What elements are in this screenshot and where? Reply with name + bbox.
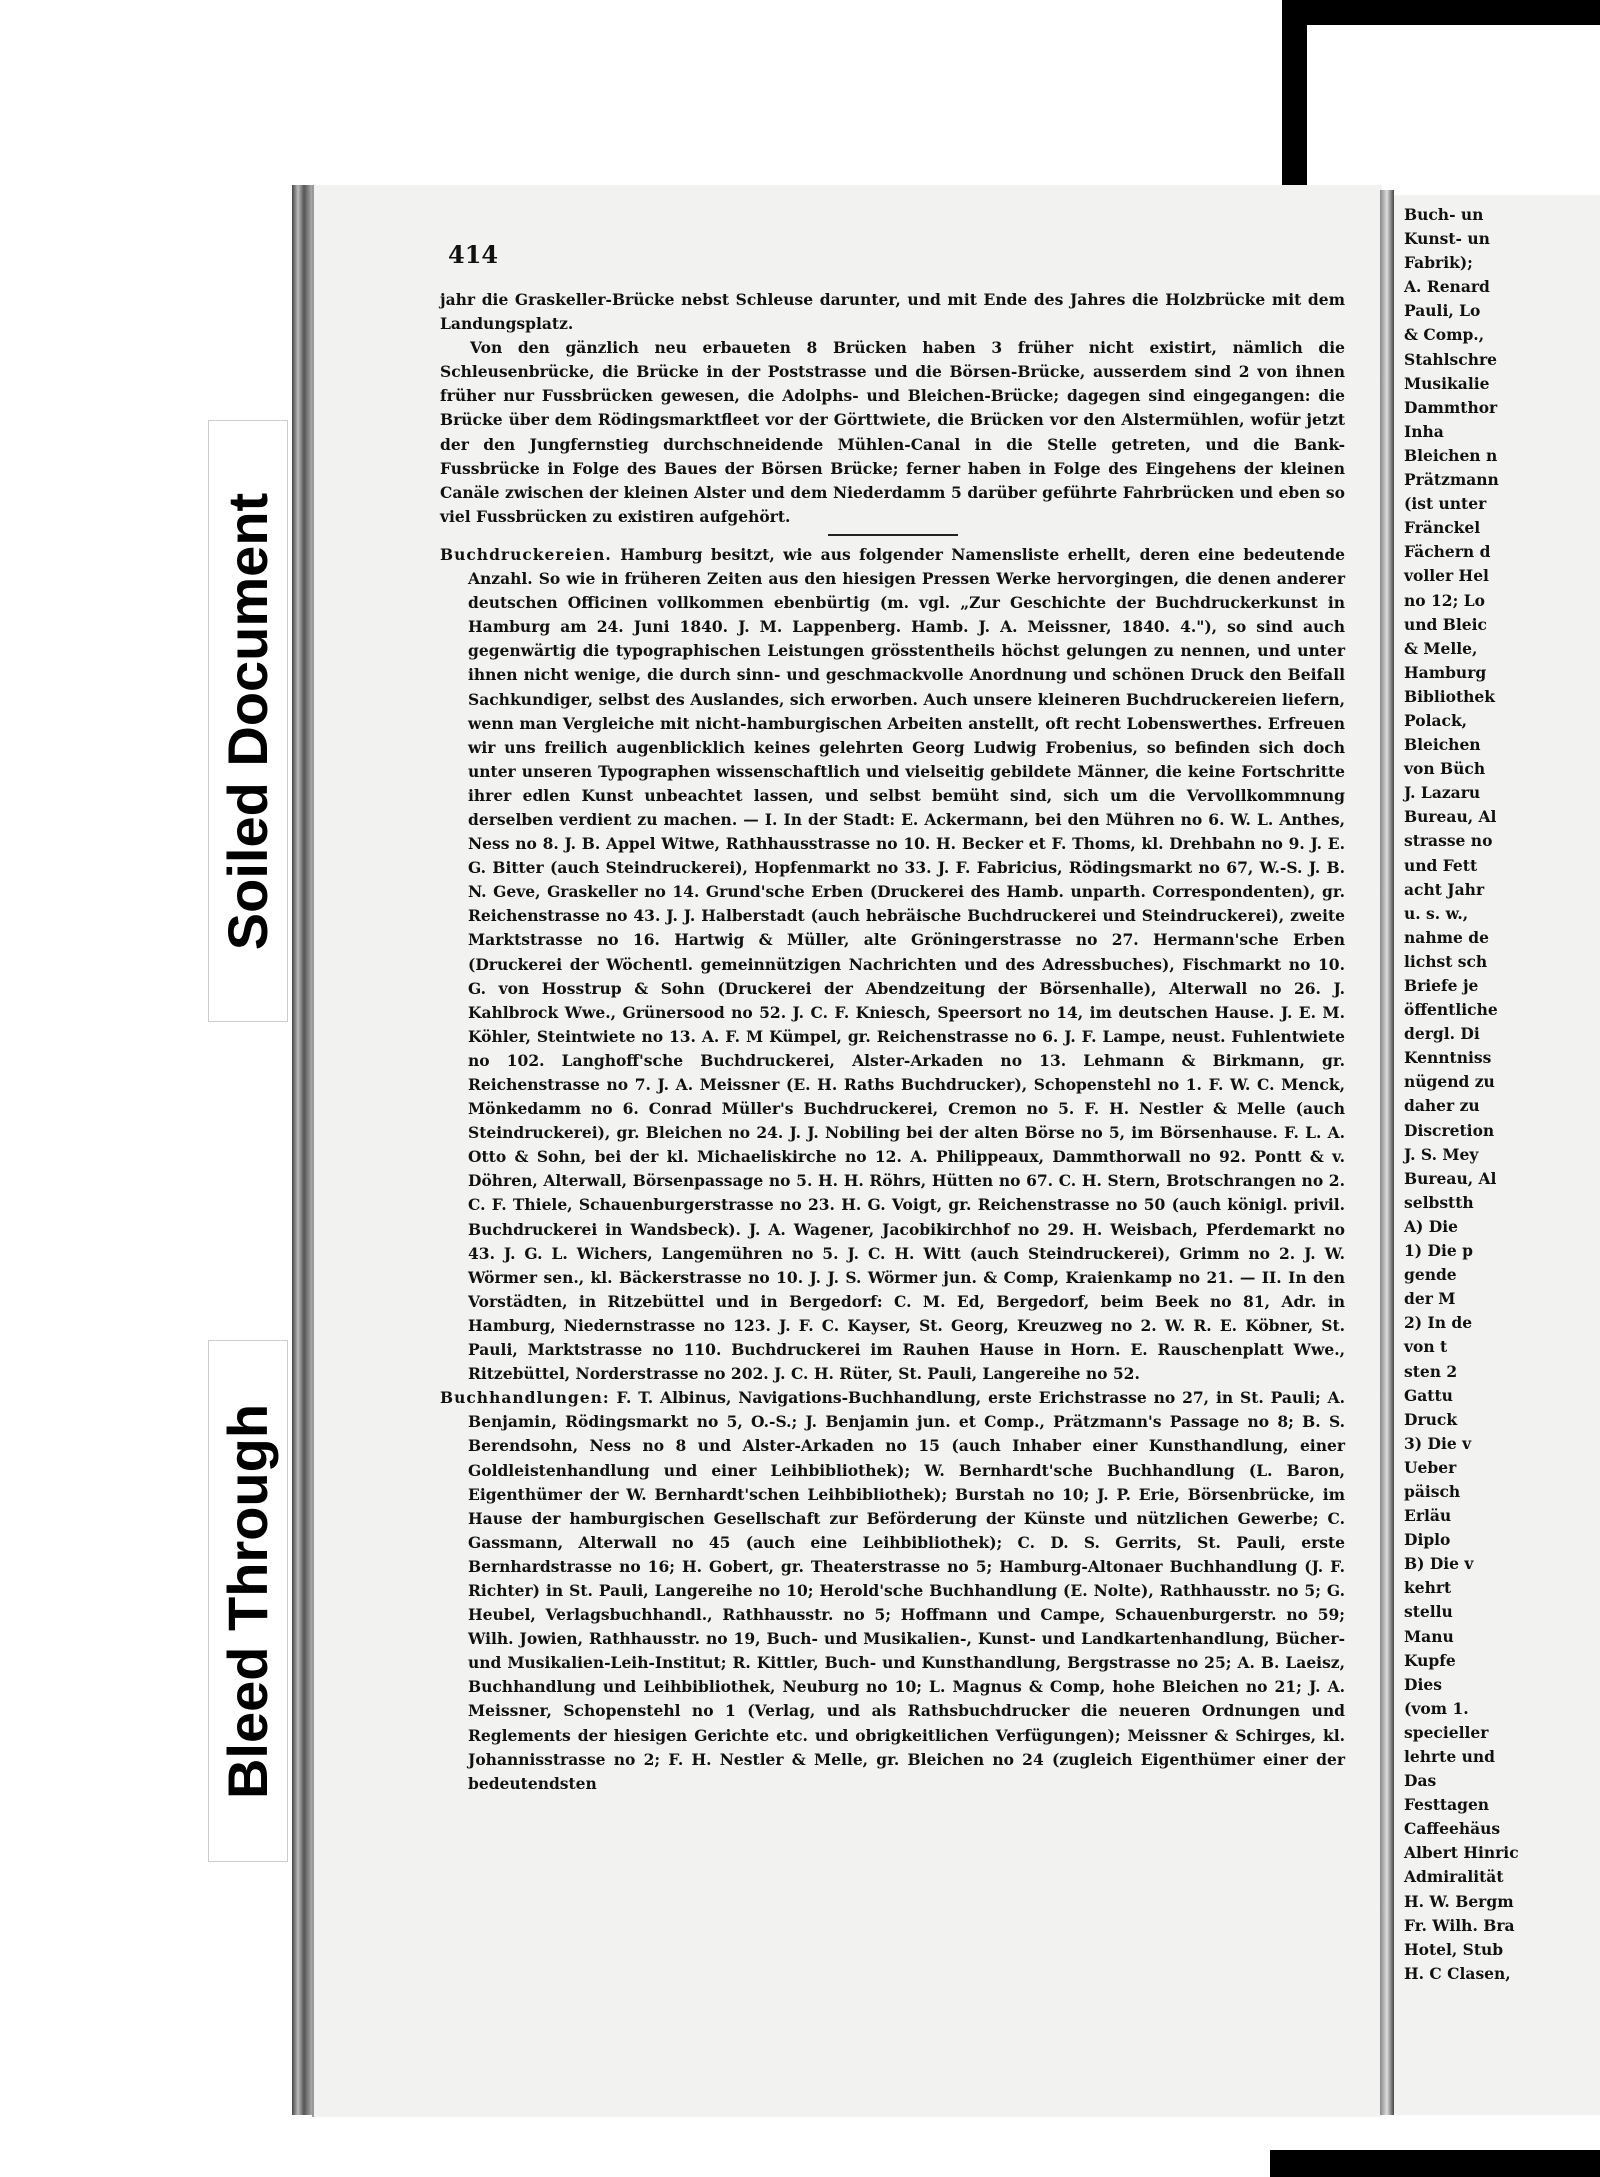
- next-page-line: Briefe je: [1404, 976, 1479, 995]
- paragraph-bridges-intro: jahr die Graskeller-Brücke nebst Schleuse darunter, und mit Ende des Jahres die Holzbrücke mit dem Landungsplatz.: [440, 290, 1345, 334]
- next-page-line: Buch- un: [1404, 205, 1484, 224]
- next-page-line: no 12; Lo: [1404, 590, 1485, 610]
- next-page-line: nügend zu: [1404, 1072, 1495, 1092]
- heading-buchhandlungen: Buchhandlungen:: [440, 1388, 610, 1408]
- soiled-document-label: Soiled Document: [208, 420, 288, 1022]
- next-page-line: Inha: [1404, 421, 1444, 441]
- next-page-line: Bleichen n: [1404, 445, 1498, 465]
- next-page-line: gende: [1404, 1265, 1457, 1285]
- next-page-line: Caffeehäus: [1404, 1819, 1501, 1839]
- next-page-line: & Comp.,: [1404, 325, 1485, 345]
- next-page-line: Hotel, Stub: [1404, 1939, 1504, 1959]
- next-page-line: & Melle,: [1404, 638, 1478, 658]
- next-page-line: Erläu: [1404, 1506, 1452, 1526]
- text-buchdruckereien: Hamburg besitzt, wie aus folgender Namensliste erhellt, deren eine bedeutende Anzahl. So wie in früheren Zeiten aus den hiesigen Pressen Werke hervorgingen, die denen anderer deutschen Officinen vollkommen ebenbürtig (m. vgl. „Zur Geschichte der Buchdruckerkunst in Hamburg am 24. Juni 1840. J. M. Lappenberg. Hamb. J. A. Meissner, 1840. 4."), so sind auch gegenwärtig die typographischen Leistungen grösstentheils höchst gelungen zu nennen, und unter ihnen nicht wenige, die durch sinn- und geschmackvolle Anordnung und schönen Druck den Beifall Sachkundiger, selbst des Auslandes, sich erworben. Auch unsere kleineren Buchdruckereien liefern, wenn man Vergleiche mit nicht-hamburgischen Arbeiten anstellt, oft recht Lobenswerthes. Erfreuen wir uns freilich augenblicklich keines gelehrten Georg Ludwig Frobenius, so befinden sich doch unter unseren Typographen wissenschaftlich und vielseitig gebildete Männer, die keine Fortschritte ihrer edlen Kunst unbeachtet lassen, und selbst bemüht sind, sich um die Vervollkommnung derselben verdient zu machen. — I. In der Stadt: E. Ackermann, bei den Mühren no 6. W. L. Anthes, Ness no 8. J. B. Appel Witwe, Rathhausstrasse no 10. H. Becker et F. Thoms, kl. Drehbahn no 9. J. E. G. Bitter (auch Steindruckerei), Hopfenmarkt no 33. J. F. Fabricius, Rödingsmarkt no 67, W.-S. J. B. N. Geve, Graskeller no 14. Grund'sche Erben (Druckerei des Hamb. unparth. Correspondenten), gr. Reichenstrasse no 43. J. J. Halberstadt (auch hebräische Buchdruckerei und Steindruckerei), zweite Marktstrasse no 16. Hartwig & Müller, alte Gröningerstrasse no 27. Hermann'sche Erben (Druckerei der Wöchentl. gemeinnützigen Nachrichten und des Adressbuches), Fischmarkt no 10. G. von Hosstrup & Sohn (Druckerei der Abendzeitung der Börsenhalle), Alterwall no 26. J. Kahlbrock Wwe., Grünersood no 52. J. C. F. Kniesch, Speersort no 14, im deutschen Hause. J. E. M. Köhler, Steintwiete no 13. A. F. M Kümpel, gr. Reichenstrasse no 6. J. F. Lampe, neust. Fuhlentwiete no 102. Langhoff'sche Buchdruckerei, Alster-Arkaden no 13. Lehmann & Birkmann, gr. Reichenstrasse no 7. J. A. Meissner (E. H. Raths Buchdrucker), Schopenstehl no 1. F. W. C. Menck, Mönkedamm no 6. Conrad Müller's Buchdruckerei, Cremon no 5. F. H. Nestler & Melle (auch Steindruckerei), gr. Bleichen no 24. J. J. Nobiling bei der alten Börse no 5, im Börsenhause. F. L. A. Otto & Sohn, bei der kl. Michaeliskirche no 12. A. Philippeaux, Dammthorwall no 92. Pontt & v. Döhren, Alterwall, Börsenpassage no 5. H. H. Röhrs, Hütten no 67. C. H. Stern, Brotschrangen no 2. C. F. Thiele, Schauenburgerstrasse no 23. H. G. Voigt, gr. Reichenstrasse no 50 (auch königl. privil. Buchdruckerei in Wandsbeck). J. A. Wagener, Jacobikirchhof no 29. H. Weisbach, Pferdemarkt no 43. J. G. L. Wichers, Langemühren no 5. J. C. H. Witt (auch Steindruckerei), Grimm no 2. J. W. Wörmer sen., kl. Bäckerstrasse no 10. J. J. S. Wörmer jun. & Comp, Kraienkamp no 21. — II. In den Vorstädten, in Ritzebüttel und in Bergedorf: C. M. Ed, Bergedorf, beim Beek no 81, Adr. in Hamburg, Niedernstrasse no 123. J. F. C. Kayser, St. Georg, Kreuzweg no 2. W. R. E. Köbner, St. Pauli, Marktstrasse no 110. Buchdruckerei im Rauhen Hause in Horn. E. Rauschenplatt Wwe., Ritzebüttel, Norderstrasse no 202. J. C. H. Rüter, St. Pauli, Langereihe no 52.: [468, 544, 1345, 1384]
- next-page-line: daher zu: [1404, 1096, 1480, 1116]
- page-body: [440, 288, 1345, 1796]
- next-page-line: Dammthor: [1404, 397, 1498, 417]
- paragraph-bridges: Von den gänzlich neu erbaueten 8 Brücken haben 3 früher nicht existirt, nämlich die Schleusenbrücke, die Brücke in der Poststrasse und die Börsen-Brücke, ausserdem sind 2 von ihnen früher nur Fussbrücken gewesen, die Adolphs- und Bleichen-Brücke; dagegen sind eingegangen: die Brücke über dem Rödingsmarktfleet vor der Görttwiete, die Brücken vor den Alstermühlen, wofür jetzt der den Jungfernstieg durchschneidende Mühlen-Canal in die Stelle getreten, und die Bank-Fussbrücke in Folge des Baues der Börsen Brücke; ferner haben in Folge des Eingehens der kleinen Canäle zwischen der kleinen Alster und dem Niederdamm 5 darüber geführte Fahrbrücken und eben so viel Fussbrücken zu existiren aufgehört.: [440, 338, 1345, 526]
- text-buchhandlungen: F. T. Albinus, Navigations-Buchhandlung, erste Erichstrasse no 27, in St. Pauli; A. Benjamin, Rödingsmarkt no 5, O.-S.; J. Benjamin jun. et Comp., Prätzmann's Passage no 8; B. S. Berendsohn, Ness no 8 und Alster-Arkaden no 15 (auch Inhaber einer Kunsthandlung, einer Goldleistenhandlung und einer Leihbibliothek); W. Bernhardt'sche Buchhandlung (L. Baron, Eigenthümer der W. Bernhardt'schen Leihbibliothek); Burstah no 10; J. P. Erie, Börsenbrücke, im Hause der hamburgischen Gesellschaft zur Beförderung der Künste und nützlichen Gewerbe; C. Gassmann, Alterwall no 45 (auch eine Leihbibliothek); C. D. S. Gerrits, St. Pauli, erste Bernhardstrasse no 16; H. Gobert, gr. Theaterstrasse no 5; Hamburg-Altonaer Buchhandlung (J. F. Richter) in St. Pauli, Langereihe no 10; Herold'sche Buchhandlung (E. Nolte), Rathhausstr. no 5; G. Heubel, Verlagsbuchhandl., Rathhausstr. no 5; Hoffmann und Campe, Schauenburgerstr. no 59; Wilh. Jowien, Rathhausstr. no 19, Buch- und Musikalien-, Kunst- und Landkartenhandlung, Bücher- und Musikalien-Leih-Institut; R. Kittler, Buch- und Kunsthandlung, Bergstrasse no 25; A. B. Laeisz, Buchhandlung und Leihbibliothek, Neuburg no 10; L. Magnus & Comp, hohe Bleichen no 21; J. A. Meissner, Schopenstehl no 1 (Verlag, und als Rathsbuchdrucker die neueren Ordnungen und Reglements der hiesigen Gerichte etc. und obrigkeitlichen Verfügungen); Meissner & Schirges, kl. Johannisstrasse no 2; F. H. Nestler & Melle, gr. Bleichen no 24 (zugleich Eigenthümer einer der bedeutendsten: [468, 1388, 1345, 1793]
- next-page-line: Kunst- un: [1404, 229, 1490, 249]
- next-page-line: lehrte und: [1404, 1747, 1495, 1766]
- next-page-line: Fränckel: [1404, 518, 1481, 538]
- next-page-line: Ueber: [1404, 1457, 1457, 1477]
- next-page-line: Kupfe: [1404, 1650, 1456, 1670]
- next-page-line: Hamburg: [1404, 662, 1487, 682]
- next-page-line: Fabrik);: [1404, 253, 1473, 273]
- next-page-line: Druck: [1404, 1409, 1458, 1429]
- next-page-line: Dies: [1404, 1674, 1442, 1694]
- next-page-line: Pauli, Lo: [1404, 301, 1481, 321]
- next-page-line: von t: [1404, 1337, 1448, 1357]
- next-page-line: 2) In de: [1404, 1313, 1473, 1333]
- next-page-line: Gattu: [1404, 1385, 1453, 1405]
- next-page-line: Albert Hinric: [1404, 1843, 1519, 1863]
- next-page-line: Kenntniss: [1404, 1048, 1492, 1068]
- next-page-line: 1) Die p: [1404, 1241, 1473, 1261]
- scanner-frame-bottom: [1270, 2150, 1600, 2177]
- next-page-line: und Fett: [1404, 855, 1478, 875]
- next-page-line: Polack,: [1404, 710, 1468, 730]
- section-divider: [828, 534, 958, 536]
- next-page-line: lichst sch: [1404, 951, 1488, 971]
- next-page-line: Musikalie: [1404, 373, 1490, 393]
- next-page-line: J. S. Mey: [1404, 1144, 1479, 1164]
- next-page-line: und Bleic: [1404, 614, 1487, 634]
- bleed-through-label: Bleed Through: [208, 1340, 288, 1862]
- next-page-line: Discretion: [1404, 1120, 1495, 1140]
- next-page-line: (ist unter: [1404, 494, 1487, 514]
- next-page-line: Fächern d: [1404, 542, 1491, 562]
- next-page-line: H. C Clasen,: [1404, 1963, 1511, 1983]
- next-page-line: öffentliche: [1404, 1000, 1498, 1020]
- next-page-line: Diplo: [1404, 1530, 1451, 1550]
- next-page-line: u. s. w.,: [1404, 903, 1469, 923]
- next-page-line: Admiralität: [1404, 1867, 1504, 1887]
- next-page-line: nahme de: [1404, 927, 1489, 947]
- page-number: 414: [448, 240, 499, 269]
- next-page-line: selbstth: [1404, 1192, 1474, 1212]
- section-buchdruckereien: [440, 543, 1345, 1386]
- next-page-line: 3) Die v: [1404, 1433, 1472, 1453]
- next-page-line: A) Die: [1404, 1216, 1458, 1236]
- next-page-line: acht Jahr: [1404, 879, 1485, 899]
- next-page-text: [1404, 203, 1600, 1986]
- next-page-line: dergl. Di: [1404, 1024, 1480, 1044]
- scanner-frame-bar: [1282, 0, 1307, 190]
- next-page-line: von Büch: [1404, 759, 1486, 779]
- next-page-line: Fr. Wilh. Bra: [1404, 1915, 1515, 1935]
- next-page-line: Manu: [1404, 1626, 1454, 1646]
- next-page-line: Stahlschre: [1404, 349, 1498, 369]
- section-buchhandlungen: [440, 1386, 1345, 1796]
- next-page-line: strasse no: [1404, 831, 1493, 851]
- next-page-line: H. W. Bergm: [1404, 1891, 1514, 1911]
- next-page-line: kehrt: [1404, 1578, 1452, 1598]
- next-page-line: voller Hel: [1404, 566, 1489, 586]
- next-page-line: päisch: [1404, 1481, 1461, 1501]
- next-page-line: specieller: [1404, 1722, 1489, 1742]
- next-page-line: Das: [1404, 1771, 1437, 1791]
- heading-buchdruckereien: Buchdruckereien.: [440, 544, 612, 564]
- next-page-line: Bureau, Al: [1404, 1168, 1497, 1188]
- next-page-line: Bureau, Al: [1404, 807, 1497, 827]
- next-page-line: B) Die v: [1404, 1554, 1474, 1574]
- next-page-line: sten 2: [1404, 1361, 1458, 1381]
- book-spine-edge: [292, 185, 312, 2115]
- next-page-line: stellu: [1404, 1602, 1453, 1622]
- next-page-line: (vom 1.: [1404, 1698, 1469, 1718]
- next-page-line: Festtagen: [1404, 1795, 1490, 1815]
- next-page-line: Bibliothek: [1404, 686, 1495, 706]
- scanner-frame-top: [1282, 0, 1600, 25]
- next-page-line: J. Lazaru: [1404, 783, 1481, 803]
- page-gutter: [1380, 190, 1394, 2115]
- next-page-line: A. Renard: [1404, 277, 1490, 297]
- next-page-fragment: [1394, 195, 1600, 2115]
- next-page-line: der M: [1404, 1289, 1456, 1309]
- next-page-line: Prätzmann: [1404, 470, 1499, 490]
- next-page-line: Bleichen: [1404, 735, 1481, 755]
